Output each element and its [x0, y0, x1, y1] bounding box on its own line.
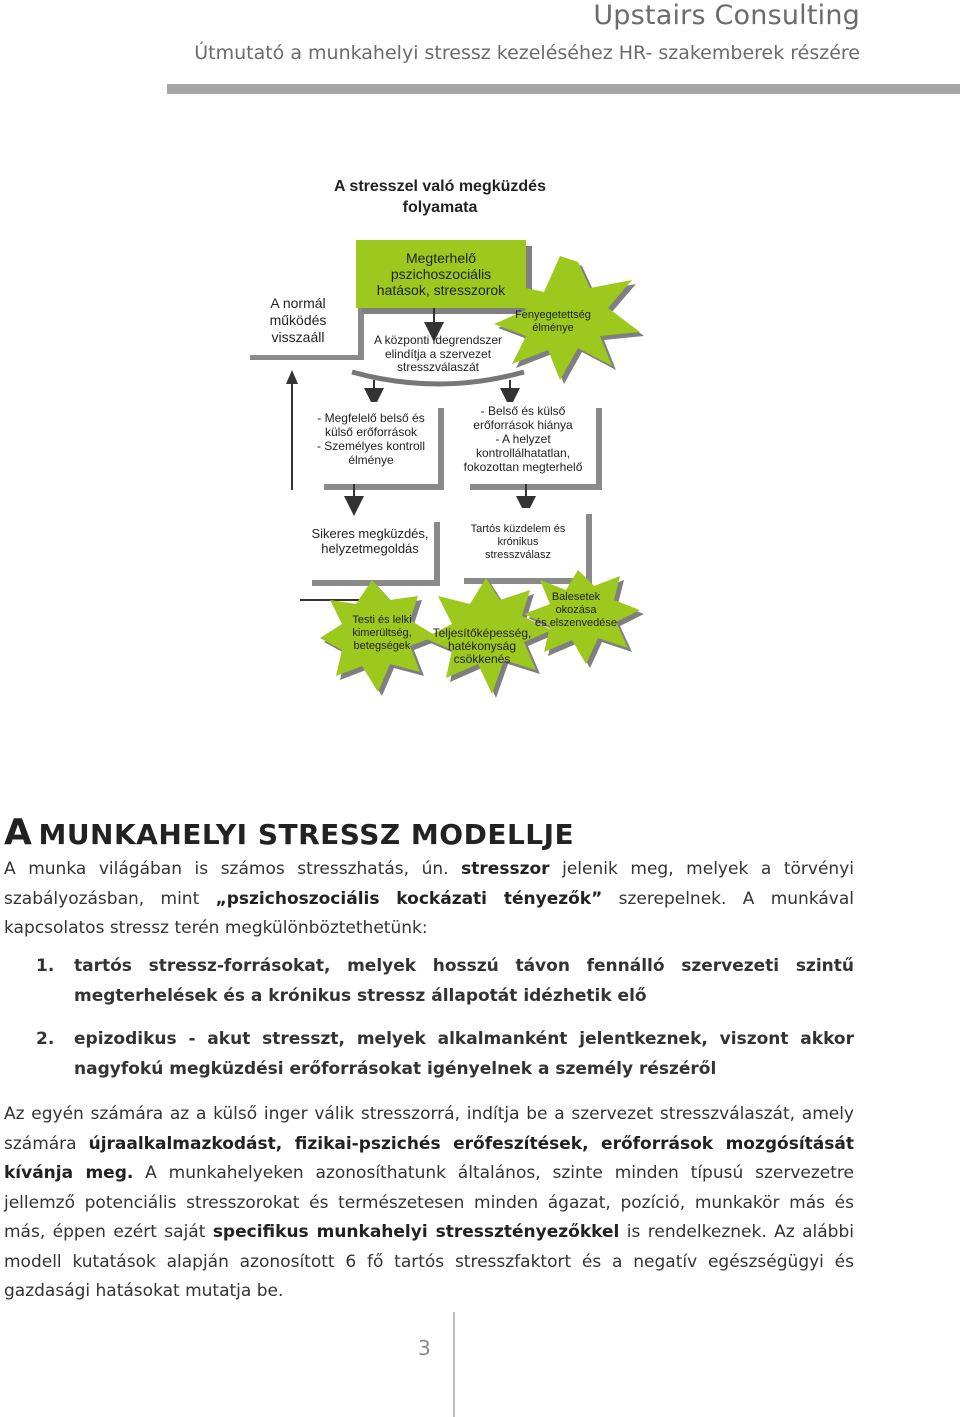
- accidents-line: Balesetek: [551, 591, 601, 603]
- box-stressors: [356, 240, 532, 314]
- header-divider: [167, 84, 960, 94]
- body-bold: specifikus munkahelyi stressztényezőkkel: [212, 1222, 620, 1242]
- list-item: [36, 1025, 854, 1084]
- normal-line: működés: [269, 312, 327, 328]
- adequate-line: - Megfelelő belső és: [317, 411, 425, 425]
- lack-line: fokozottan megterhelő: [463, 460, 583, 474]
- intro-text: A munka világában is számos stresszhatás, ún.: [4, 859, 462, 879]
- accidents-line: okozása: [555, 604, 597, 616]
- exhaustion-line: kimerültség,: [352, 627, 412, 639]
- stressors-line: hatások, stresszorok: [376, 282, 506, 298]
- cns-line: A központi idegrendszer: [373, 333, 503, 347]
- success-line: Sikeres megküzdés,: [311, 526, 429, 541]
- burst-performance: [424, 578, 556, 698]
- list-text: tartós stressz-forrásokat, melyek hosszú távon fennálló szervezeti szintű megterhelések és a krónikus stressz állapotát idézhetik elő: [74, 956, 854, 1006]
- list-number: 2.: [36, 1029, 55, 1049]
- diagram-title-line2: folyamata: [402, 199, 478, 216]
- intro-bold: stresszor: [461, 859, 550, 879]
- footer-divider: [453, 1312, 455, 1417]
- lack-line: - A helyzet: [495, 432, 551, 446]
- success-line: helyzetmegoldás: [321, 541, 419, 556]
- performance-line: csökkenés: [453, 652, 511, 666]
- section-heading: [4, 812, 574, 853]
- body-text: A munkahelyeken azonosíthatunk általános, szinte minden típusú szervezetre jellemző potenciális stresszorokat és természetesen minden ágazat, pozíció, munkakör más és más, éppen ezért saját: [4, 1163, 854, 1242]
- threat-line: Fenyegetettség: [515, 309, 591, 321]
- body-paragraph: [4, 1100, 854, 1307]
- diagram-title-line1: A stresszel való megküzdés: [334, 178, 546, 195]
- body-text: Az egyén számára az a külső inger válik stresszorrá, indítja be a szervezet stresszválaszát, amely számára: [4, 1104, 854, 1154]
- burst-accidents: [524, 570, 644, 668]
- chronic-line: krónikus: [497, 536, 539, 548]
- cns-line: stresszválaszát: [396, 360, 480, 374]
- chronic-line: stresszválasz: [484, 549, 552, 561]
- body-bold: újraalkalmazkodást, fizikai-pszichés erőfeszítések, erőforrások mozgósítását kívánja meg.: [4, 1133, 854, 1183]
- box-successful-coping: [306, 516, 440, 586]
- chronic-line: Tartós küzdelem és: [470, 523, 566, 535]
- intro-paragraph: [4, 855, 854, 944]
- stressors-line: Megterhelő: [405, 250, 477, 266]
- box-chronic-stress: [458, 508, 592, 584]
- header-subtitle: Útmutató a munkahelyi stressz kezeléséhez HR- szakemberek részére: [194, 42, 860, 64]
- burst-exhaustion: [320, 580, 440, 696]
- stressors-line: pszichoszociális: [390, 266, 492, 282]
- header-title: Upstairs Consulting: [593, 0, 860, 31]
- lack-line: erőforrások hiánya: [473, 418, 573, 432]
- cns-line: elindítja a szervezet: [384, 347, 492, 361]
- accidents-line: és elszenvedése: [535, 617, 617, 629]
- box-adequate-resources: [317, 402, 444, 490]
- body-text: is rendelkeznek. Az alábbi modell kutatások alapján azonosított 6 fő tartós stresszfaktort és a negatív egészségügyi és gazdasági hatásokat mutatja be.: [4, 1222, 854, 1301]
- page-number: 3: [418, 1336, 431, 1360]
- list-text: epizodikus - akut stresszt, melyek alkalmanként jelentkeznek, viszont akkor nagyfokú megküzdési erőforrásokat igényelnek a személy részéről: [74, 1029, 854, 1079]
- box-normal-operation: [244, 283, 364, 360]
- lack-line: - Belső és külső: [480, 404, 566, 418]
- exhaustion-line: betegségek: [353, 640, 411, 652]
- heading-initial: A: [4, 812, 33, 853]
- normal-line: A normál: [270, 295, 326, 311]
- stress-coping-diagram: [0, 160, 960, 720]
- lack-line: kontrollálhatatlan,: [475, 446, 571, 460]
- intro-text: szerepelnek. A munkával kapcsolatos stressz terén megkülönböztethetünk:: [4, 888, 854, 938]
- performance-line: Teljesítőképesség,: [432, 626, 532, 640]
- adequate-line: külső erőforrások: [324, 425, 418, 439]
- box-lack-resources: [464, 402, 602, 490]
- threat-line: élménye: [532, 322, 574, 334]
- adequate-line: - Személyes kontroll: [316, 439, 426, 453]
- performance-line: hatékonyság: [447, 639, 517, 653]
- list-number: 1.: [36, 956, 55, 976]
- adequate-line: élménye: [348, 453, 394, 467]
- normal-line: visszaáll: [271, 329, 325, 345]
- intro-bold: „pszichoszociális kockázati tényezők”: [215, 888, 603, 909]
- exhaustion-line: Testi és lelki: [352, 614, 412, 626]
- list-item: [36, 952, 854, 1011]
- heading-rest: MUNKAHELYI STRESSZ MODELLJE: [38, 818, 575, 851]
- intro-text: jelenik meg, melyek a törvényi szabályozásban, mint: [4, 859, 854, 909]
